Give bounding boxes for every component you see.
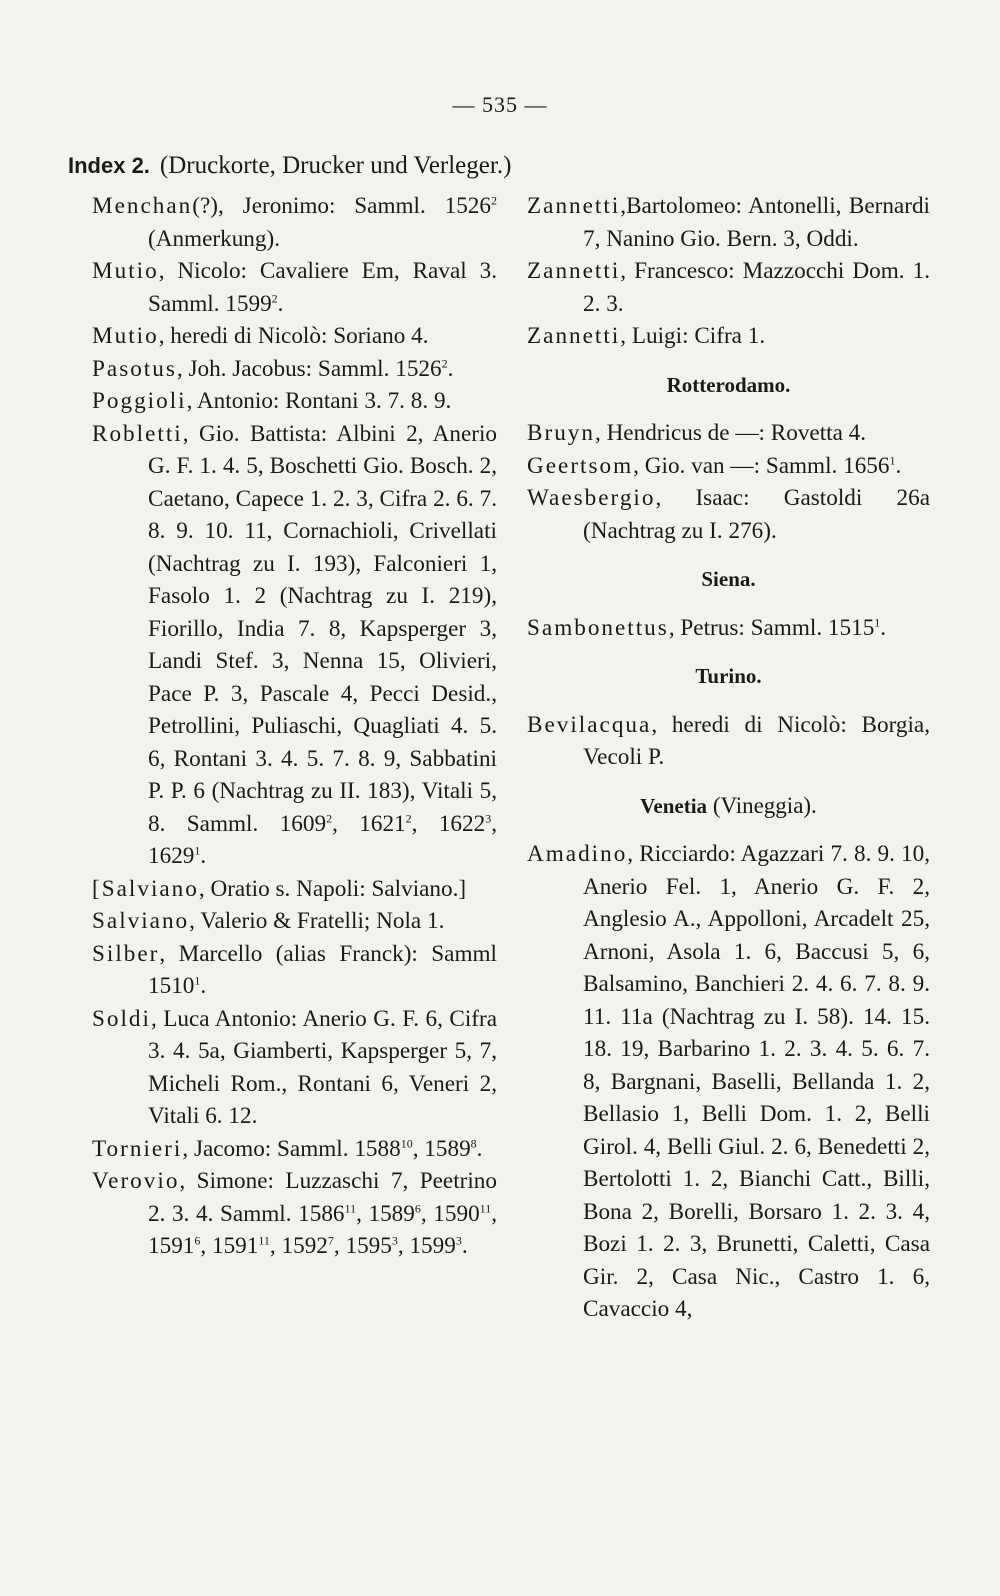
entry-references: , Jacomo: Samml. 1588$^{10}$, 1589$^8$. [182,1135,483,1162]
place-heading [527,790,930,823]
entry-name: Amadino [527,841,628,867]
entry-name: Bevilacqua [527,711,652,738]
entry-references: , heredi di Nicolò: Borgia, Vecoli P. [583,711,930,770]
index-entry [527,255,930,320]
index-title: (Druckorte, Drucker und Verleger.) [159,152,512,179]
entry-references: , Nicolo: Cavaliere Em, Raval 3. Samml. 1599$^2$. [148,258,497,317]
entry-name: Sambonettus [527,614,669,641]
entry-references: , Joh. Jacobus: Samml. 1526$^2$. [176,355,454,382]
index-entry [527,612,930,645]
entry-name: Zannetti [527,258,621,284]
entry-name: Bruyn [527,420,595,446]
entry-references: , Antonio: Rontani 3. 7. 8. 9. [186,388,452,414]
index-entry [92,938,497,1003]
entry-name: Verovio [92,1168,180,1194]
index-entry [92,190,497,255]
entry-name: Zannetti [527,323,621,349]
left-column [92,190,497,1263]
entry-references: , Gio. Battista: Albini 2, Anerio G. F. 1. 4. 5, Boschetti Gio. Bosch. 2, Caetano, Capece 1. 2. 3, Cifra 2. 6. 7. 8. 9. 10. 11, Cornachioli, Crivellati (Nachtrag zu I. 193), Falconieri 1, Fasolo 1. 2 (Nachtrag zu I. 219), Fiorillo, India 7. 8, Kapsperger 3, Landi Stef. 3, Nenna 15, Olivieri, Pace P. 3, Pascale 4, Pecci Desid., Petrollini, Puliaschi, Quagliati 4. 5. 6, Rontani 3. 4. 5. 7. 8. 9, Sabbatini P. P. 6 (Nachtrag zu II. 183), Vitali 5, 8. Samml. 1609$^2$, 1621$^2$, 1622$^3$, 1629$^1$. [148,420,498,869]
place-name: Siena. [701,567,756,591]
entry-references: , Hendricus de —: Rovetta 4. [594,420,867,446]
entry-references: , Valerio & Fratelli; Nola 1. [189,908,445,934]
index-label: Index 2. [68,153,150,178]
index-entry [527,190,930,255]
entry-references: , Gio. van —: Samml. 1656$^1$. [633,452,902,479]
place-heading [527,660,930,693]
index-entry [92,353,497,386]
entry-name: Salviano [92,908,190,934]
index-heading [68,152,511,180]
entry-name: Poggioli [92,388,187,414]
entry-name: Robletti [92,420,183,447]
index-entry [527,482,930,547]
entry-references: , Simone: Luzzaschi 7, Peetrino 2. 3. 4. Samml. 1586$^{11}$, 1589$^6$, 1590$^{11}$, 1591$^6$, 1591$^{11}$, 1592$^7$, 1595$^3$, 1599$^3$. [148,1168,498,1259]
entry-references: , Isaac: Gastoldi 26a (Nachtrag zu I. 276). [583,485,930,544]
index-entry [527,417,930,450]
index-entry [92,418,497,873]
index-entry [527,838,930,1326]
entry-name: [Salviano [92,875,199,902]
entry-references: , Francesco: Mazzocchi Dom. 1. 2. 3. [583,258,930,317]
entry-references: , Ricciardo: Agazzari 7. 8. 9. 10, Anerio Fel. 1, Anerio G. F. 2, Anglesio A., Appolloni, Arcadelt 25, Arnoni, Asola 1. 6, Baccusi 5, 6, Balsamino, Banchieri 2. 4. 6. 7. 8. 9. 11. 11a (Nachtrag zu I. 58). 14. 15. 18. 19, Barbarino 1. 2. 3. 4. 5. 6. 7. 8, Bargnani, Baselli, Bellanda 1. 2, Bellasio 1, Belli Dom. 1. 2, Belli Girol. 4, Belli Giul. 2. 6, Benedetti 2, Bertolotti 1. 2, Bianchi Catt., Billi, Bona 2, Borelli, Borsaro 1. 2. 3. 4, Bozi 1. 2. 3, Brunetti, Caletti, Casa Gir. 2, Casa Nic., Castro 1. 6, Cavaccio 4, [583,841,930,1322]
index-entry [92,255,497,320]
right-column [527,190,930,1326]
entry-name: Pasotus [92,355,177,382]
index-entry [527,320,930,353]
entry-references: , Luigi: Cifra 1. [620,323,766,349]
page-number: — 535 — [452,92,548,117]
entry-references: ,Bartolomeo: Antonelli, Bernardi 7, Nanino Gio. Bern. 3, Oddi. [583,193,930,252]
entry-name: Mutio [92,258,159,284]
entry-name: Waesbergio [527,485,656,511]
entry-references: , Marcello (alias Franck): Samml 1510$^1$. [148,940,497,999]
index-entry [92,1165,497,1263]
entry-references: (?), Jeronimo: Samml. 1526$^2$ (Anmerkung). [148,193,497,252]
index-entry [92,1133,497,1166]
index-entry [92,320,497,353]
entry-name: Silber [92,940,160,967]
index-entry [92,385,497,418]
entry-name: Geertsom [527,452,634,479]
entry-references: , heredi di Nicolò: Soriano 4. [158,323,429,349]
entry-name: Mutio [92,323,159,349]
index-entry [527,709,930,774]
place-name: Venetia [640,793,708,818]
entry-references: , Petrus: Samml. 1515$^1$. [668,614,887,641]
place-subtitle: (Vineggia). [707,792,817,818]
place-heading [527,369,930,402]
index-entry [92,905,497,938]
index-entry [92,1003,497,1133]
entry-references: , Oratio s. Napoli: Salviano.] [198,875,467,902]
entry-name: Menchan [92,193,193,219]
entry-name: Tornieri [92,1135,183,1162]
place-name: Turino. [695,664,762,688]
entry-name: Zannetti [527,193,621,219]
place-name: Rotterodamo. [666,372,791,397]
entry-name: Soldi [92,1005,151,1032]
entry-references: , Luca Antonio: Anerio G. F. 6, Cifra 3. 4. 5a, Giamberti, Kapsperger 5, 7, Micheli Rom., Rontani 6, Veneri 2, Vitali 6. 12. [148,1005,497,1129]
place-heading [527,563,930,596]
index-entry [92,873,497,906]
index-entry [527,450,930,483]
